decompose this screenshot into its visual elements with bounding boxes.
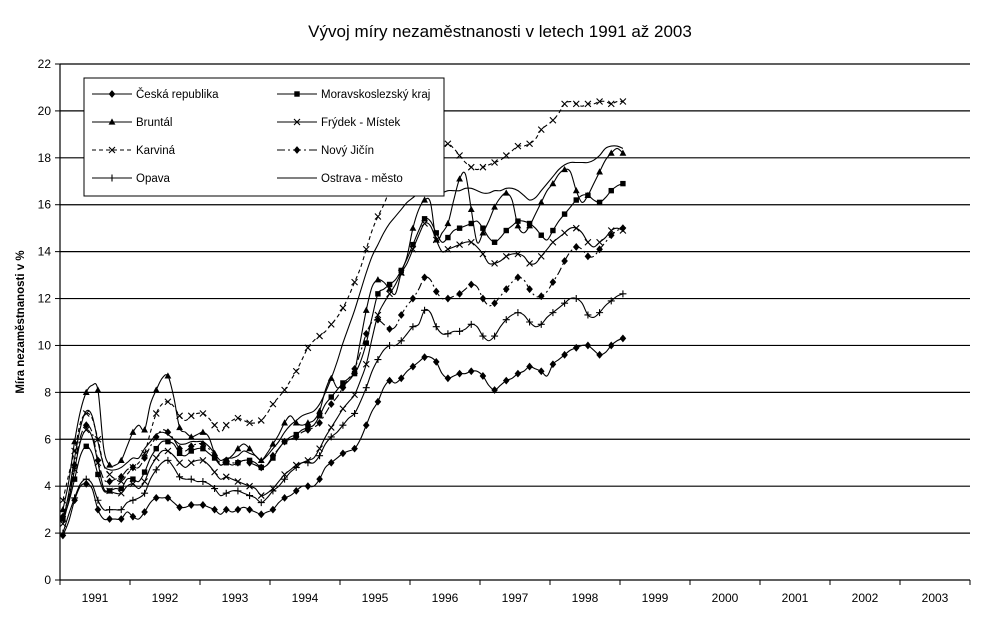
data-point: [456, 370, 463, 378]
data-point: [95, 456, 102, 464]
data-point: [422, 216, 427, 221]
data-point: [281, 419, 288, 425]
data-point: [340, 305, 346, 311]
data-point: [596, 168, 603, 174]
legend-label: Ostrava - město: [321, 173, 403, 185]
data-point: [188, 476, 195, 483]
data-point: [561, 257, 568, 265]
data-point: [445, 235, 450, 240]
data-point: [340, 406, 346, 412]
data-point: [270, 401, 276, 407]
data-point: [95, 506, 102, 514]
data-point: [596, 351, 603, 359]
x-tick-label: 1995: [361, 591, 389, 605]
data-point: [374, 356, 381, 363]
data-point: [234, 487, 241, 494]
data-point: [386, 342, 393, 349]
data-point: [188, 501, 195, 509]
y-tick-label: 12: [37, 291, 51, 306]
data-point: [235, 506, 242, 514]
y-tick-label: 4: [44, 479, 51, 494]
data-point: [421, 196, 428, 202]
data-point: [246, 506, 253, 514]
data-point: [363, 384, 370, 391]
data-point: [445, 374, 452, 382]
data-point: [410, 363, 417, 371]
data-point: [562, 230, 568, 236]
legend-label: Bruntál: [136, 117, 173, 129]
data-point: [340, 449, 347, 457]
data-point: [130, 476, 135, 481]
series-0: [60, 335, 627, 540]
data-point: [433, 323, 440, 330]
data-point: [550, 239, 556, 245]
y-axis-label: Míra nezaměstnanosti v %: [15, 250, 27, 394]
data-point: [515, 370, 522, 378]
data-point: [154, 446, 159, 451]
data-point: [106, 478, 113, 486]
x-tick-label: 2001: [781, 591, 809, 605]
data-point: [573, 243, 580, 251]
y-tick-label: 6: [44, 432, 51, 447]
data-point: [223, 422, 229, 428]
data-point: [515, 274, 522, 282]
data-point: [142, 478, 148, 484]
x-tick-label: 2002: [851, 591, 879, 605]
data-point: [468, 206, 475, 212]
legend-label: Opava: [136, 173, 170, 185]
data-point: [398, 311, 405, 319]
data-point: [539, 233, 544, 238]
legend-label: Moravskoslezský kraj: [321, 89, 431, 101]
data-point: [468, 367, 475, 375]
legend-label: Frýdek - Místek: [321, 117, 401, 129]
data-point: [281, 494, 288, 502]
data-point: [375, 213, 381, 219]
data-point: [235, 459, 242, 467]
data-point: [165, 494, 172, 502]
data-point: [176, 473, 183, 480]
data-point: [514, 309, 521, 316]
data-point: [574, 197, 579, 202]
data-point: [492, 160, 498, 166]
data-point: [84, 444, 89, 449]
data-point: [468, 321, 475, 328]
series-line: [63, 146, 623, 522]
data-point: [363, 307, 370, 313]
data-point: [188, 413, 194, 419]
legend-label: Karviná: [136, 145, 175, 157]
series-7: [63, 146, 623, 522]
data-point: [526, 363, 533, 371]
y-tick-label: 18: [37, 150, 51, 165]
x-tick-label: 1992: [151, 591, 179, 605]
data-point: [445, 141, 451, 147]
data-point: [492, 240, 497, 245]
data-point: [457, 242, 463, 248]
y-tick-label: 20: [37, 103, 51, 118]
data-point: [106, 506, 113, 513]
y-tick-label: 22: [37, 57, 51, 71]
data-point: [573, 295, 580, 302]
data-point: [107, 471, 113, 477]
data-point: [165, 372, 172, 378]
y-tick-label: 8: [44, 385, 51, 400]
x-tick-label: 1993: [221, 591, 249, 605]
data-point: [305, 482, 312, 490]
data-point: [246, 492, 253, 499]
data-point: [200, 410, 206, 416]
x-tick-label: 1996: [431, 591, 459, 605]
data-point: [153, 386, 160, 392]
series-line: [63, 338, 623, 535]
data-point: [620, 224, 627, 232]
data-point: [212, 422, 218, 428]
series-1: [60, 181, 625, 522]
data-point: [83, 476, 90, 483]
data-point: [550, 180, 557, 186]
data-point: [538, 253, 544, 259]
data-point: [550, 278, 557, 286]
data-point: [445, 220, 452, 226]
data-point: [468, 281, 475, 289]
data-point: [328, 425, 334, 431]
data-point: [504, 228, 509, 233]
x-tick-label: 2003: [921, 591, 949, 605]
data-point: [503, 253, 509, 259]
data-point: [317, 333, 323, 339]
data-point: [421, 274, 428, 282]
data-point: [573, 187, 580, 193]
data-point: [457, 225, 462, 230]
data-point: [375, 398, 382, 406]
data-point: [421, 353, 428, 361]
data-point: [118, 457, 125, 463]
y-tick-label: 10: [37, 338, 51, 353]
data-point: [129, 497, 136, 504]
series-6: [59, 290, 626, 536]
data-point: [106, 515, 113, 523]
data-point: [188, 460, 194, 466]
data-point: [153, 410, 159, 416]
data-point: [200, 429, 207, 435]
data-point: [503, 377, 510, 385]
data-point: [293, 368, 299, 374]
data-point: [550, 228, 555, 233]
data-point: [153, 494, 160, 502]
data-point: [177, 460, 183, 466]
data-point: [421, 307, 428, 314]
x-tick-label: 1997: [501, 591, 529, 605]
data-point: [480, 164, 486, 170]
data-point: [609, 188, 614, 193]
data-point: [444, 330, 451, 337]
data-point: [329, 394, 334, 399]
data-point: [410, 225, 417, 231]
x-tick-label: 1999: [641, 591, 669, 605]
data-point: [363, 421, 370, 429]
x-tick-label: 1991: [81, 591, 109, 605]
data-point: [562, 101, 568, 107]
data-point: [199, 478, 206, 485]
data-point: [619, 290, 626, 297]
data-point: [375, 276, 382, 282]
data-point: [212, 469, 218, 475]
data-point: [468, 164, 474, 170]
chart-title: Vývoj míry nezaměstnanosti v letech 1991 až 2003: [308, 22, 692, 41]
data-point: [527, 260, 533, 266]
data-point: [550, 117, 556, 123]
data-point: [142, 469, 147, 474]
data-point: [561, 351, 568, 359]
data-point: [130, 429, 137, 435]
data-point: [585, 239, 591, 245]
data-point: [200, 501, 207, 509]
y-tick-label: 2: [44, 526, 51, 541]
data-point: [456, 328, 463, 335]
x-tick-label: 2000: [711, 591, 739, 605]
data-point: [597, 239, 603, 245]
legend-marker: [294, 91, 299, 96]
data-point: [562, 211, 567, 216]
y-tick-label: 14: [37, 244, 51, 259]
data-point: [620, 181, 625, 186]
data-point: [223, 506, 230, 514]
y-tick-label: 0: [44, 573, 51, 587]
legend-label: Česká republika: [136, 89, 219, 101]
series-line: [63, 294, 623, 533]
data-point: [608, 101, 614, 107]
data-point: [538, 199, 545, 205]
data-point: [620, 335, 627, 343]
data-point: [597, 200, 602, 205]
data-point: [538, 127, 544, 133]
data-point: [585, 342, 592, 350]
data-point: [258, 418, 264, 424]
legend: [84, 78, 444, 196]
data-point: [386, 325, 393, 333]
y-tick-label: 16: [37, 197, 51, 212]
data-point: [258, 464, 265, 472]
data-point: [456, 290, 463, 298]
x-tick-label: 1998: [571, 591, 599, 605]
data-point: [176, 424, 183, 430]
data-point: [445, 295, 452, 303]
data-point: [223, 490, 230, 497]
x-tick-label: 1994: [291, 591, 319, 605]
data-point: [375, 291, 380, 296]
data-point: [386, 377, 393, 385]
data-point: [503, 189, 510, 195]
data-point: [620, 99, 626, 105]
legend-label: Nový Jičín: [321, 145, 375, 157]
data-point: [328, 459, 335, 467]
data-point: [258, 499, 265, 506]
data-point: [352, 279, 358, 285]
data-point: [573, 101, 579, 107]
data-point: [153, 455, 159, 461]
data-point: [527, 141, 533, 147]
data-point: [165, 439, 170, 444]
data-point: [95, 386, 102, 392]
data-point: [165, 448, 171, 454]
data-point: [258, 510, 265, 518]
data-point: [328, 321, 334, 327]
data-point: [235, 478, 241, 484]
data-point: [456, 175, 463, 181]
data-point: [176, 503, 183, 511]
